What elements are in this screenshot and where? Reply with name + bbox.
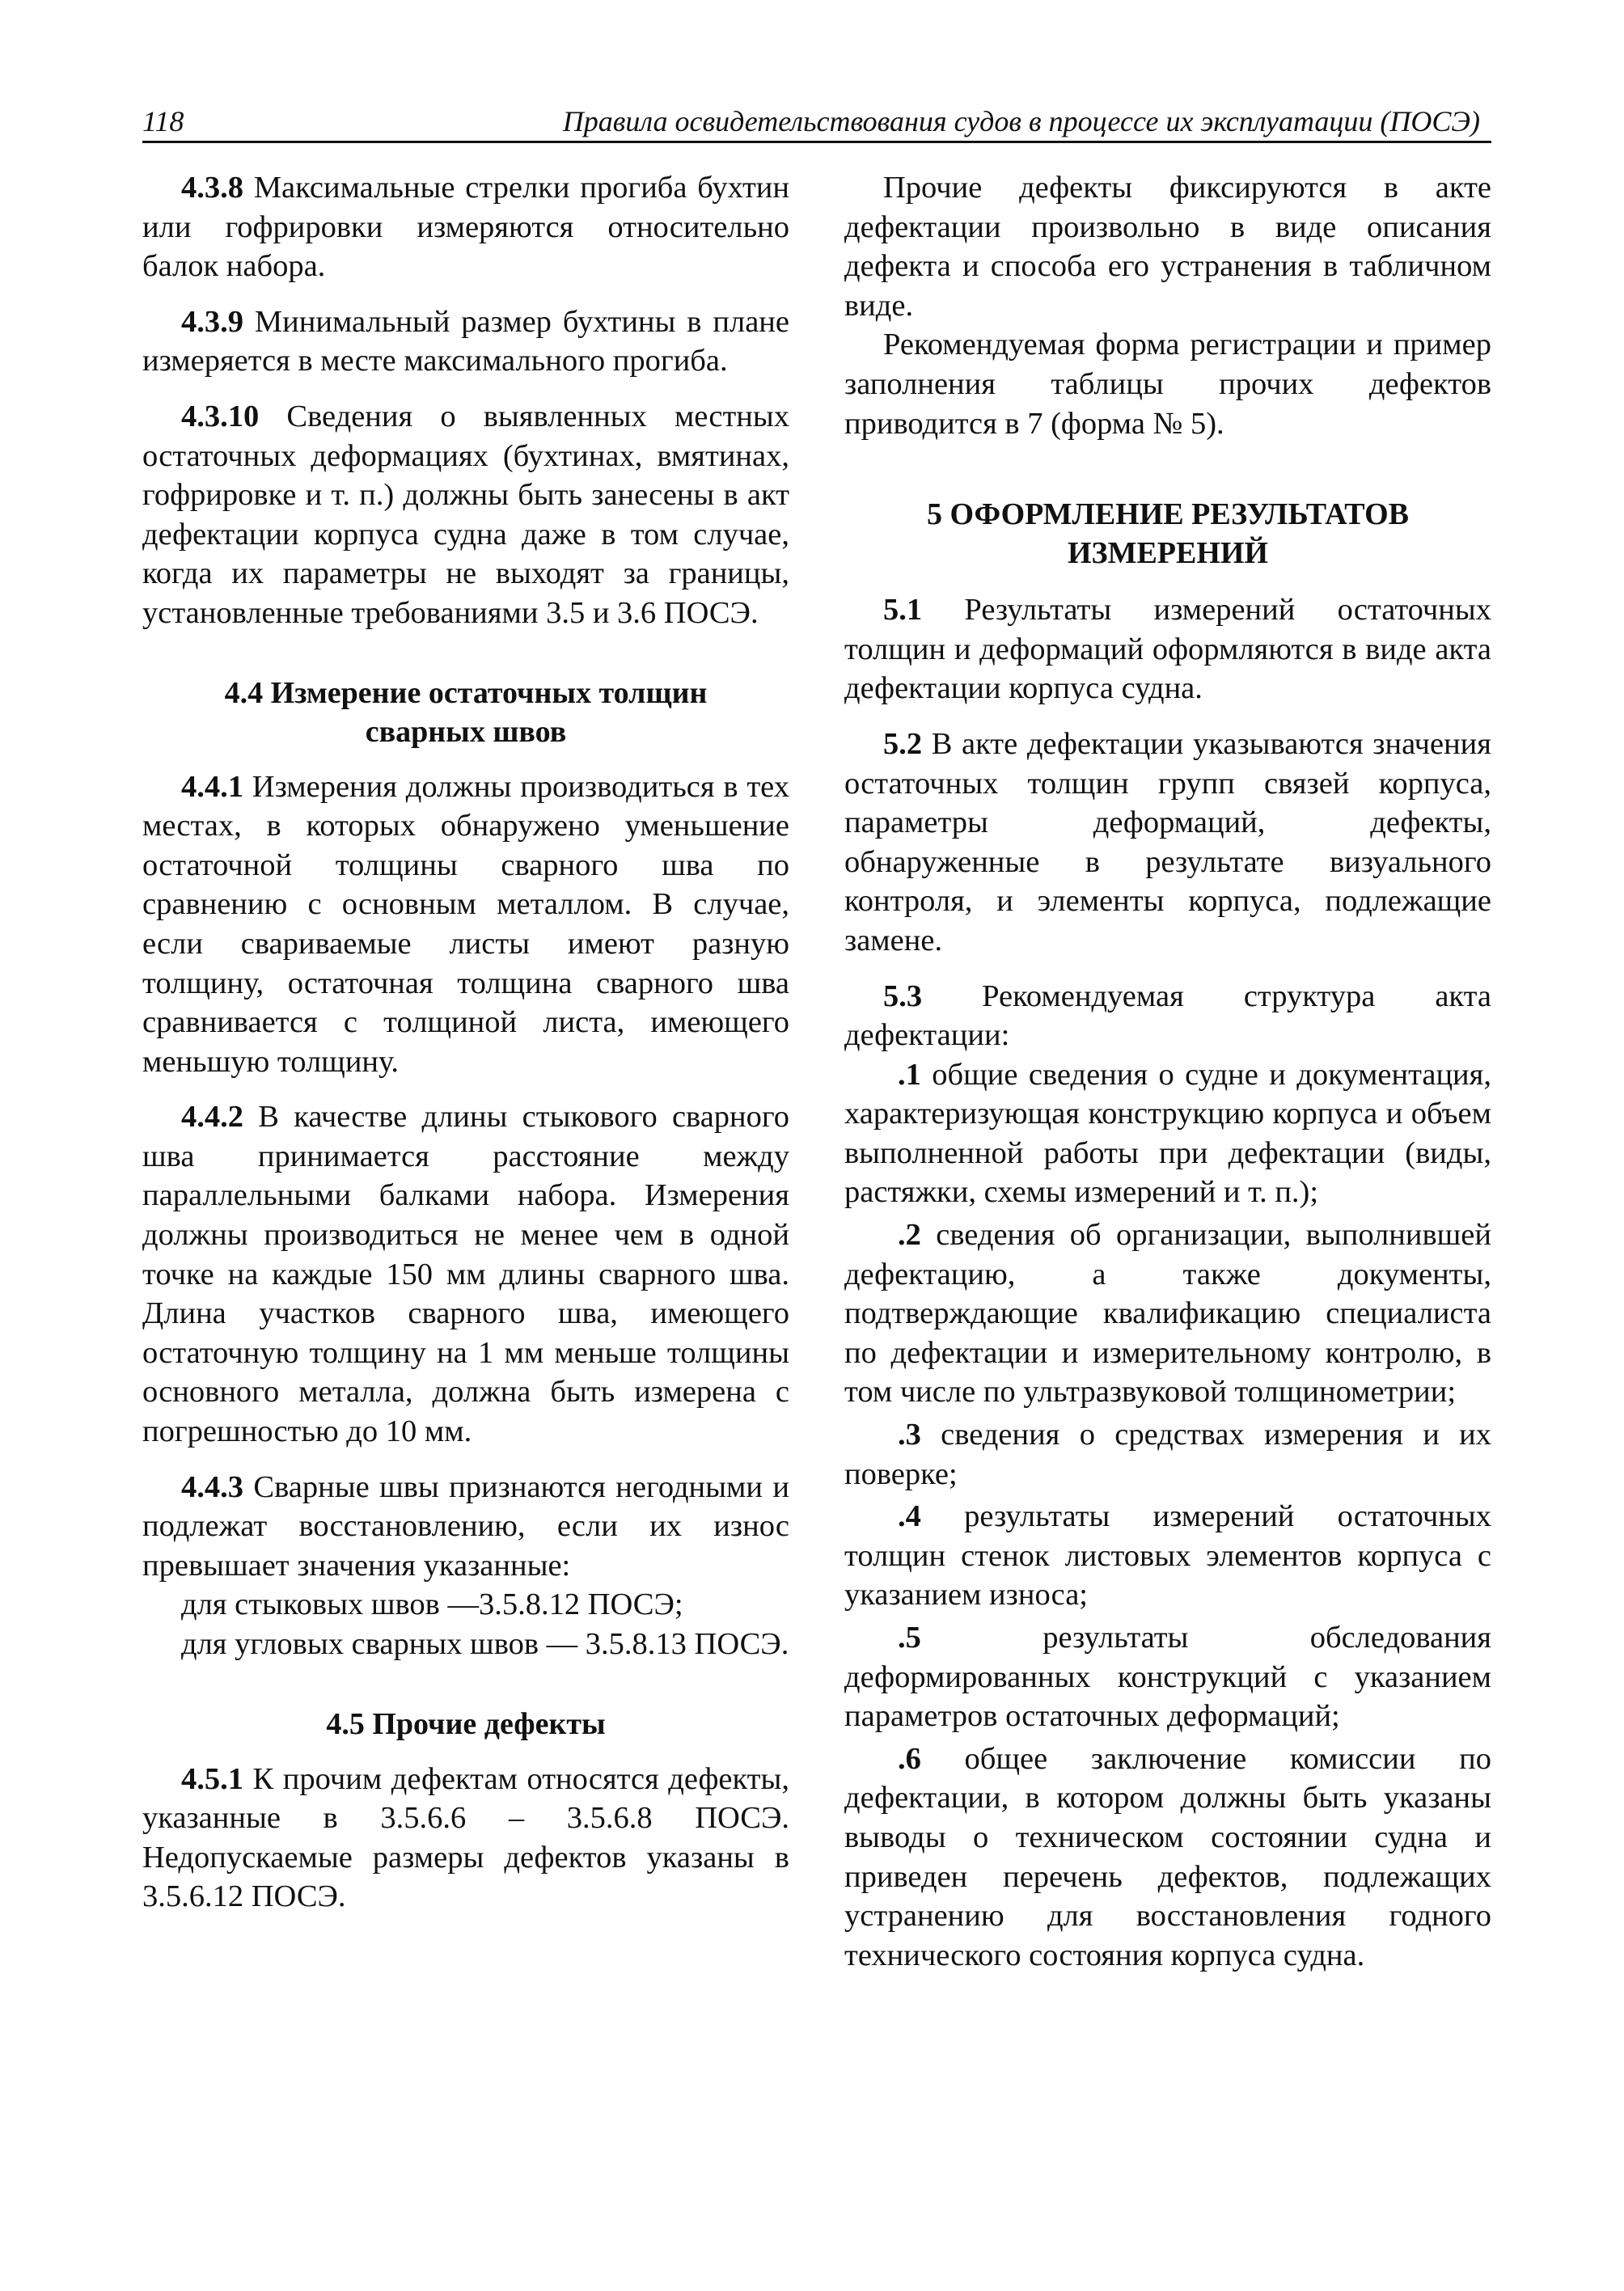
- item-text: результаты измерений остаточных толщин стенок листовых элементов корпуса с указанием износа;: [844, 1499, 1491, 1613]
- clause-number: 4.3.10: [181, 399, 260, 433]
- paragraph-text: В качестве длины стыкового сварного шва принимается расстояние между параллельными балками набора. Измерения должны производиться не менее чем в одной точке на каждые 150 мм длины сварного шва. Длина участков сварного шва, имеющего остаточную толщину на 1 мм меньше толщины основного металла, должна быть измерена с погрешностью до 10 мм.: [142, 1100, 789, 1449]
- list-item-6: [844, 1739, 1491, 1976]
- paragraph-4-3-10: [142, 397, 789, 633]
- paragraph-registration-form: Рекомендуемая форма регистрации и пример заполнения таблицы прочих дефектов приводится в 7 (форма № 5).: [844, 328, 1491, 441]
- paragraph-text: Результаты измерений остаточных толщин и деформаций оформляются в виде акта дефектации корпуса судна.: [844, 593, 1491, 706]
- item-number: .3: [898, 1418, 921, 1452]
- left-column: [142, 168, 789, 1933]
- item-text: общее заключение комиссии по дефектации, в котором должны быть указаны выводы о техническом состоянии судна и приведен перечень дефектов, подлежащих устранению для восстановления годного технического состояния корпуса судна.: [844, 1741, 1491, 1972]
- paragraph-4-3-9: [142, 302, 789, 381]
- paragraph-5-1: [844, 590, 1491, 708]
- list-item-2: [844, 1215, 1491, 1412]
- right-column: [844, 168, 1491, 1978]
- paragraph-text: К прочим дефектам относятся дефекты, указанные в 3.5.6.6 – 3.5.6.8 ПОСЭ. Недопускаемые размеры дефектов указаны в 3.5.6.12 ПОСЭ.: [142, 1761, 789, 1914]
- heading-line: 5 ОФОРМЛЕНИЕ РЕЗУЛЬТАТОВ: [926, 497, 1410, 532]
- paragraph-text: Максимальные стрелки прогиба бухтин или гофрировки измеряются относительно балок набора.: [142, 171, 789, 284]
- running-header: [142, 104, 1491, 143]
- heading-line: ИЗМЕРЕНИЙ: [1067, 536, 1269, 571]
- paragraph-text: Сварные швы признаются негодными и подлежат восстановлению, если их износ превышает значения указанные:: [142, 1469, 789, 1583]
- paragraph-4-4-1: [142, 767, 789, 1082]
- list-item-3: [844, 1415, 1491, 1494]
- paragraph-text: Минимальный размер бухтины в плане измеряется в месте максимального прогиба.: [142, 304, 789, 378]
- paragraph-text: Сведения о выявленных местных остаточных деформациях (бухтинах, вмятинах, гофрировке и т. п.) должны быть занесены в акт дефектации корпуса судна даже в том случае, когда их параметры не выходят за границы, установленные требованиями 3.5 и 3.6 ПОСЭ.: [142, 399, 789, 630]
- section-heading-4-5: 4.5 Прочие дефекты: [326, 1706, 606, 1741]
- clause-number: 4.4.2: [181, 1100, 243, 1135]
- list-item-4: [844, 1497, 1491, 1615]
- clause-number: 4.3.9: [181, 304, 243, 339]
- clause-number: 4.4.1: [181, 769, 243, 804]
- list-item-5: [844, 1618, 1491, 1736]
- clause-number: 5.3: [883, 979, 923, 1013]
- clause-number: 4.5.1: [181, 1761, 243, 1796]
- running-title: Правила освидетельствования судов в процессе их эксплуатации (ПОСЭ): [562, 105, 1480, 137]
- item-text: сведения о средствах измерения и их поверке;: [844, 1418, 1491, 1491]
- heading-line: сварных швов: [365, 714, 567, 749]
- paragraph-butt-welds: для стыковых швов —3.5.8.12 ПОСЭ;: [181, 1587, 683, 1622]
- clause-number: 4.3.8: [181, 171, 243, 205]
- section-heading-4-4: [142, 674, 789, 751]
- heading-line: 4.4 Измерение остаточных толщин: [224, 675, 708, 710]
- item-text: результаты обследования деформированных конструкций с указанием параметров остаточных деформаций;: [844, 1621, 1491, 1734]
- paragraph-other-defects: Прочие дефекты фиксируются в акте дефектации произвольно в виде описания дефекта и способа его устранения в табличном виде.: [844, 171, 1491, 323]
- item-text: общие сведения о судне и документация, характеризующая конструкцию корпуса и объем выполненной работы при дефектации (виды, растяжки, схемы измерений и т. п.);: [844, 1057, 1491, 1210]
- section-heading-5: [844, 495, 1491, 573]
- paragraph-fillet-welds: для угловых сварных швов — 3.5.8.13 ПОСЭ.: [181, 1627, 789, 1661]
- clause-number: 5.2: [883, 726, 923, 761]
- paragraph-text: В акте дефектации указываются значения остаточных толщин групп связей корпуса, параметры деформаций, дефекты, обнаруженные в результате визуального контроля, и элементы корпуса, подлежащие замене.: [844, 726, 1491, 957]
- paragraph-5-3: [844, 977, 1491, 1055]
- paragraph-4-5-1: [142, 1760, 789, 1917]
- paragraph-text: Рекомендуемая структура акта дефектации:: [844, 979, 1491, 1053]
- paragraph-4-4-3: [142, 1468, 789, 1586]
- page-number: 118: [142, 105, 184, 137]
- item-number: .1: [898, 1057, 921, 1092]
- clause-number: 5.1: [883, 593, 923, 628]
- clause-number: 4.4.3: [181, 1469, 243, 1504]
- item-text: сведения об организации, выполнившей дефектацию, а также документы, подтверждающие квалификацию специалиста по дефектации и измерительному контролю, в том числе по ультразвуковой толщинометрии;: [844, 1218, 1491, 1410]
- paragraph-text: Измерения должны производиться в тех местах, в которых обнаружено уменьшение остаточной толщины сварного шва по сравнению с основным металлом. В случае, если свариваемые листы имеют разную толщину, остаточная толщина сварного шва сравнивается с толщиной листа, имеющего меньшую толщину.: [142, 769, 789, 1079]
- paragraph-4-4-2: [142, 1097, 789, 1451]
- paragraph-5-2: [844, 725, 1491, 961]
- item-number: .2: [898, 1218, 921, 1253]
- list-item-1: [844, 1055, 1491, 1212]
- paragraph-4-3-8: [142, 168, 789, 286]
- item-number: .4: [898, 1499, 921, 1534]
- item-number: .5: [898, 1621, 921, 1655]
- item-number: .6: [898, 1741, 921, 1776]
